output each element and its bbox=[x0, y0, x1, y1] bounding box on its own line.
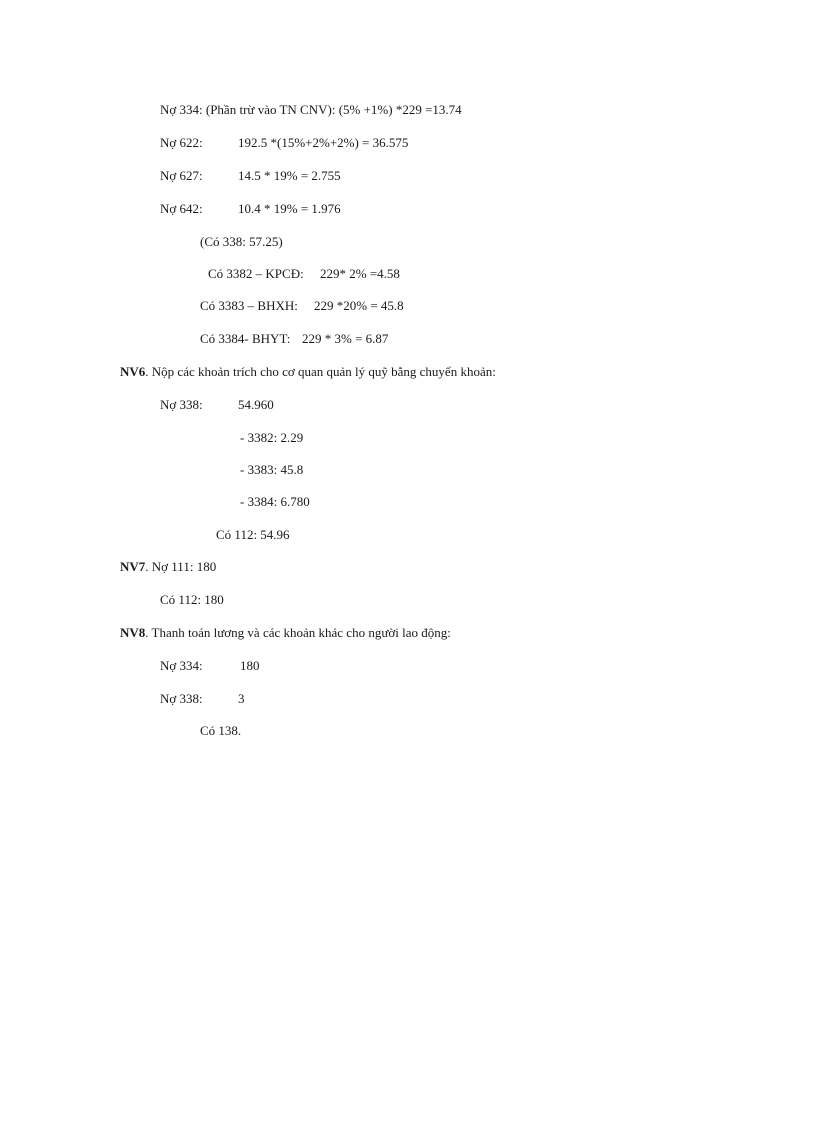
entry-debit-334-nv8-value: 180 bbox=[240, 658, 260, 673]
task-nv6 bbox=[120, 364, 496, 380]
entry-sub-3382: - 3382: 2.29 bbox=[240, 430, 304, 445]
task-nv8-text: . Thanh toán lương và các khoản khác cho người lao động: bbox=[145, 625, 451, 640]
entry-credit-138: Có 138. bbox=[200, 723, 242, 738]
entry-credit-338-total: (Có 338: 57.25) bbox=[200, 234, 283, 249]
entry-credit-3383-label: Có 3383 – BHXH: bbox=[200, 298, 298, 313]
entry-debit-334: Nợ 334: (Phần trừ vào TN CNV): (5% +1%) *229 =13.74 bbox=[160, 102, 462, 117]
entry-debit-334-nv8-label: Nợ 334: bbox=[160, 658, 203, 673]
entry-debit-622-value: 192.5 *(15%+2%+2%) = 36.575 bbox=[238, 135, 409, 150]
entry-debit-622-label: Nợ 622: bbox=[160, 135, 203, 150]
entry-credit-112-nv7: Có 112: 180 bbox=[160, 592, 224, 607]
entry-credit-112: Có 112: 54.96 bbox=[216, 527, 290, 542]
task-nv8 bbox=[120, 625, 451, 641]
entry-debit-338-nv8-value: 3 bbox=[238, 691, 245, 706]
entry-debit-338-nv8-label: Nợ 338: bbox=[160, 691, 203, 706]
task-nv7-tag: NV7 bbox=[120, 559, 146, 574]
entry-credit-3382-label: Có 3382 – KPCĐ: bbox=[208, 266, 304, 281]
task-nv6-text: . Nộp các khoản trích cho cơ quan quản lý quỹ bằng chuyển khoản: bbox=[145, 364, 496, 379]
task-nv6-tag: NV6 bbox=[120, 364, 146, 379]
entry-credit-3382-value: 229* 2% =4.58 bbox=[320, 266, 400, 281]
entry-debit-627-label: Nợ 627: bbox=[160, 168, 203, 183]
entry-debit-642-label: Nợ 642: bbox=[160, 201, 203, 216]
entry-debit-627-value: 14.5 * 19% = 2.755 bbox=[238, 168, 341, 183]
entry-debit-642-value: 10.4 * 19% = 1.976 bbox=[238, 201, 341, 216]
task-nv7 bbox=[120, 559, 216, 575]
entry-credit-3384-value: 229 * 3% = 6.87 bbox=[302, 331, 389, 346]
task-nv8-tag: NV8 bbox=[120, 625, 146, 640]
entry-debit-338-value: 54.960 bbox=[238, 397, 274, 412]
entry-credit-3383-value: 229 *20% = 45.8 bbox=[314, 298, 404, 313]
entry-sub-3383: - 3383: 45.8 bbox=[240, 462, 304, 477]
entry-sub-3384: - 3384: 6.780 bbox=[240, 494, 310, 509]
entry-credit-3384-label: Có 3384- BHYT: bbox=[200, 331, 291, 346]
task-nv7-text: . Nợ 111: 180 bbox=[145, 559, 217, 574]
entry-debit-338-label: Nợ 338: bbox=[160, 397, 203, 412]
